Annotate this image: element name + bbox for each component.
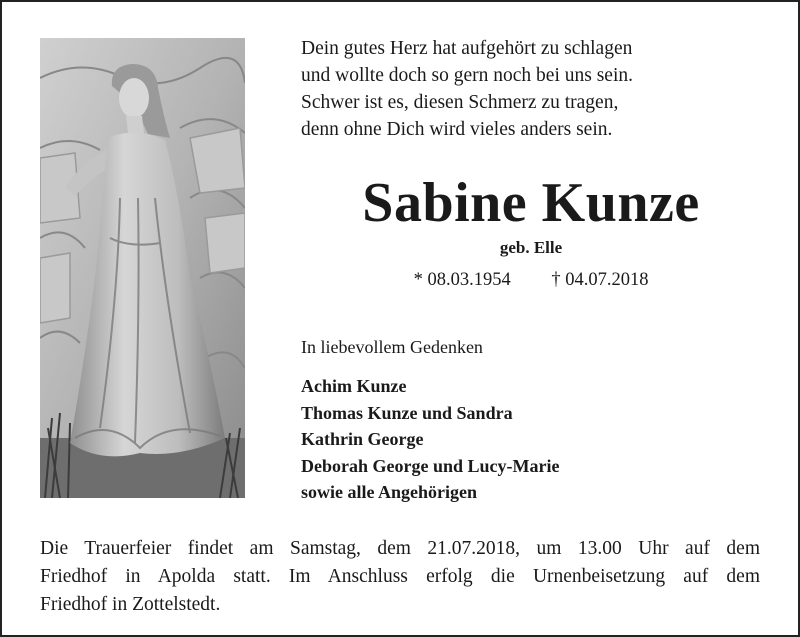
poem-line: denn ohne Dich wird vieles anders sein. — [301, 119, 613, 140]
birth-name: geb. Elle — [499, 238, 563, 257]
poem-line: Dein gutes Herz hat aufgehört zu schlagen — [301, 38, 633, 59]
mourner: Deborah George und Lucy-Marie — [301, 455, 560, 476]
mourner: Thomas Kunze und Sandra — [301, 402, 513, 423]
poem-line: Schwer ist es, diesen Schmerz zu tragen, — [301, 92, 619, 113]
memory-line: In liebevollem Gedenken — [301, 337, 483, 357]
poem — [301, 35, 633, 143]
life-dates — [301, 270, 761, 291]
notice-line: Die Trauerfeier findet am Samstag, dem 21.07.2018, um 13.00 Uhr auf dem — [40, 538, 760, 559]
birth-date: * 08.03.1954 — [413, 270, 511, 290]
mourner: Kathrin George — [301, 429, 424, 449]
funeral-notice — [40, 535, 760, 619]
statue-photo — [40, 38, 245, 498]
poem-line: und wollte doch so gern noch bei uns sein. — [301, 65, 633, 86]
mourner: Achim Kunze — [301, 376, 407, 396]
death-date: † 04.07.2018 — [551, 270, 649, 290]
deceased-name: Sabine Kunze — [362, 172, 700, 234]
notice-line: Friedhof in Apolda statt. Im Anschluss erfolg die Urnenbeisetzung auf dem — [40, 566, 760, 587]
mourner: sowie alle Angehörigen — [301, 482, 477, 502]
mourners-list — [301, 373, 559, 506]
notice-line: Friedhof in Zottelstedt. — [40, 594, 221, 615]
